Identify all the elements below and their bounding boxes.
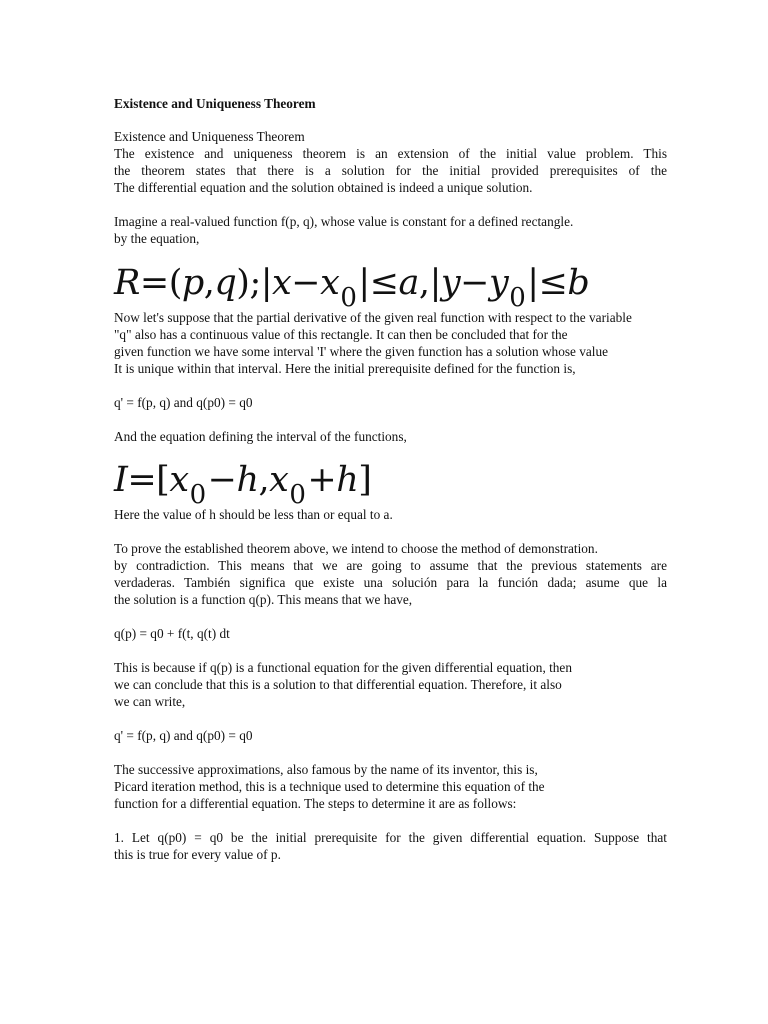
paragraph-line: by the equation, (114, 231, 200, 246)
interval-equation: $I=[x_0-h,x_0+h]$ (114, 460, 372, 510)
paragraph-line: function for a differential equation. The steps to determine it are as follows: (114, 796, 517, 811)
paragraph-line: Now let's suppose that the partial derivative of the given real function with respect to the variable (114, 310, 632, 325)
paragraph-line: verdaderas. También significa que existe una solución para la función dada; asume que la (114, 575, 667, 590)
paragraph-line: Imagine a real-valued function f(p, q), whose value is constant for a defined rectangle. (114, 214, 574, 229)
formula-line: q' = f(p, q) and q(p0) = q0 (114, 728, 253, 743)
paragraph-line: The existence and uniqueness theorem is an extension of the initial value problem. This (114, 146, 667, 161)
paragraph-line: To prove the established theorem above, we intend to choose the method of demonstration. (114, 541, 598, 556)
paragraph-line: It is unique within that interval. Here the initial prerequisite defined for the function is, (114, 361, 576, 376)
section-heading: Existence and Uniqueness Theorem (114, 129, 305, 144)
paragraph-line: the theorem states that there is a solution for the initial provided prerequisites of the (114, 163, 667, 178)
paragraph-line: The differential equation and the solution obtained is indeed a unique solution. (114, 180, 533, 195)
document-title: Existence and Uniqueness Theorem (114, 96, 316, 111)
paragraph-line: Picard iteration method, this is a technique used to determine this equation of the (114, 779, 545, 794)
paragraph-line: Here the value of h should be less than or equal to a. (114, 507, 393, 522)
rectangle-equation: $R=(p,q);|x-x_0|\le a,|y-y_0|\le b$ (114, 263, 590, 313)
paragraph-line: The successive approximations, also famous by the name of its inventor, this is, (114, 762, 538, 777)
paragraph-line: the solution is a function q(p). This means that we have, (114, 592, 413, 607)
formula-line: q(p) = q0 + f(t, q(t) dt (114, 626, 230, 641)
paragraph-line: given function we have some interval 'I' where the given function has a solution whose value (114, 344, 609, 359)
paragraph-line: This is because if q(p) is a functional equation for the given differential equation, then (114, 660, 572, 675)
paragraph-line: we can write, (114, 694, 186, 709)
formula-line: q' = f(p, q) and q(p0) = q0 (114, 395, 253, 410)
paragraph-line: And the equation defining the interval of the functions, (114, 429, 407, 444)
paragraph-line: we can conclude that this is a solution to that differential equation. Therefore, it also (114, 677, 562, 692)
paragraph-line: this is true for every value of p. (114, 847, 281, 862)
paragraph-line: by contradiction. This means that we are going to assume that the previous statements are (114, 558, 667, 573)
list-item: 1. Let q(p0) = q0 be the initial prerequisite for the given differential equation. Suppose that (114, 830, 667, 845)
paragraph-line: "q" also has a continuous value of this rectangle. It can then be concluded that for the (114, 327, 568, 342)
